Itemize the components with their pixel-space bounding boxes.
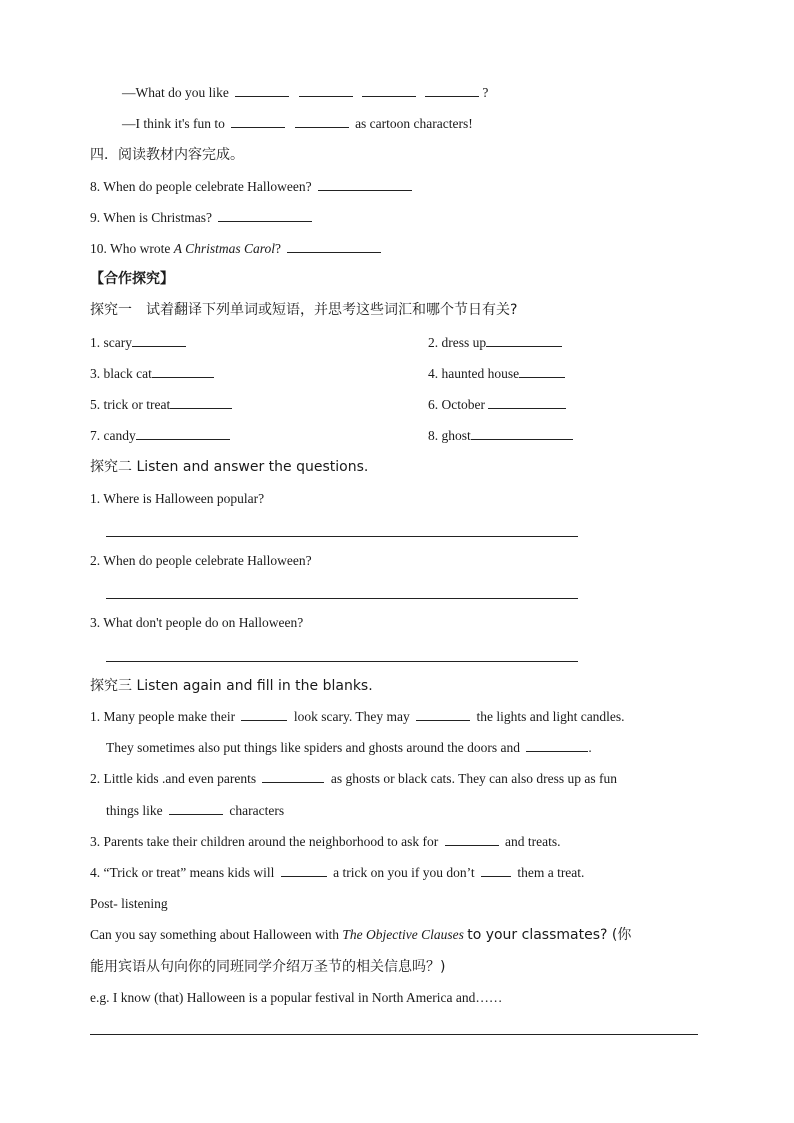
explore2-heading-text: 探究二 Listen and answer the questions. bbox=[90, 459, 369, 475]
vocab-word: 4. haunted house bbox=[428, 366, 520, 381]
vocab-item-8 bbox=[428, 427, 576, 445]
blank[interactable] bbox=[231, 115, 285, 128]
listening-question-2: 2. When do people celebrate Halloween? bbox=[90, 553, 312, 568]
reading-question-8 bbox=[90, 178, 415, 196]
answer-blank[interactable] bbox=[318, 178, 412, 191]
sentence-text: look scary. They may bbox=[293, 709, 410, 724]
blank[interactable] bbox=[362, 84, 416, 97]
vocab-item-2 bbox=[428, 334, 565, 352]
sentence-text: and treats. bbox=[505, 834, 561, 849]
fill-sentence-1 bbox=[90, 708, 625, 726]
answer-blank[interactable] bbox=[132, 334, 186, 347]
answer-blank[interactable] bbox=[287, 240, 381, 253]
sentence-text: them a treat. bbox=[517, 865, 585, 880]
fill-blank[interactable] bbox=[281, 864, 327, 877]
vocab-word: 5. trick or treat bbox=[90, 397, 171, 412]
sentence-text: things like bbox=[106, 803, 163, 818]
reading-question-10 bbox=[90, 240, 384, 258]
reading-question-9 bbox=[90, 209, 315, 227]
vocab-item-3 bbox=[90, 365, 217, 383]
explore3-heading-text: 探究三 Listen again and fill in the blanks. bbox=[90, 678, 373, 694]
fill-sentence-4 bbox=[90, 864, 584, 882]
vocab-item-7 bbox=[90, 427, 233, 445]
sentence-text: They sometimes also put things like spiders and ghosts around the doors and bbox=[106, 740, 520, 755]
prompt-text: to your classmates? (你 bbox=[467, 927, 632, 943]
vocab-item-1 bbox=[90, 334, 189, 352]
answer-blank[interactable] bbox=[486, 334, 562, 347]
fill-blank[interactable] bbox=[416, 708, 470, 721]
vocab-word: 3. black cat bbox=[90, 366, 152, 381]
section4-heading: 四．阅读教材内容完成。 bbox=[90, 147, 244, 163]
dialog-answer-end: as cartoon characters! bbox=[355, 116, 473, 131]
fill-blank[interactable] bbox=[241, 708, 287, 721]
vocab-word: 8. ghost bbox=[428, 428, 471, 443]
dialog-question-text: —What do you like bbox=[122, 85, 229, 100]
explore2-heading bbox=[90, 458, 368, 476]
answer-blank[interactable] bbox=[218, 209, 312, 222]
sentence-text: as ghosts or black cats. They can also dress up as fun bbox=[330, 771, 618, 786]
vocab-item-5 bbox=[90, 396, 235, 414]
blank[interactable] bbox=[299, 84, 353, 97]
fill-blank[interactable] bbox=[445, 833, 499, 846]
vocab-word: 1. scary bbox=[90, 335, 132, 350]
dialog-question bbox=[122, 84, 488, 102]
writing-line[interactable] bbox=[90, 1034, 698, 1035]
vocab-word: 7. candy bbox=[90, 428, 136, 443]
answer-line[interactable] bbox=[106, 661, 578, 662]
sentence-text: the lights and light candles. bbox=[476, 709, 625, 724]
fill-blank[interactable] bbox=[481, 864, 511, 877]
question-text: 9. When is Christmas? bbox=[90, 210, 212, 225]
period: . bbox=[588, 740, 592, 755]
sentence-text: 2. Little kids .and even parents bbox=[90, 771, 257, 786]
fill-blank[interactable] bbox=[169, 802, 223, 815]
vocab-word: 6. October bbox=[428, 397, 485, 412]
sentence-text: 1. Many people make their bbox=[90, 709, 236, 724]
answer-blank[interactable] bbox=[488, 396, 566, 409]
dialog-answer-text: —I think it's fun to bbox=[122, 116, 225, 131]
answer-blank[interactable] bbox=[170, 396, 232, 409]
answer-blank[interactable] bbox=[152, 365, 214, 378]
example-sentence: e.g. I know (that) Halloween is a popular festival in North America and…… bbox=[90, 990, 503, 1005]
question-text: 8. When do people celebrate Halloween? bbox=[90, 179, 312, 194]
answer-blank[interactable] bbox=[471, 427, 573, 440]
explore1-heading: 探究一 试着翻译下列单词或短语，并思考这些词汇和哪个节日有关? bbox=[90, 302, 518, 318]
answer-blank[interactable] bbox=[519, 365, 565, 378]
fill-sentence-2-cont bbox=[106, 802, 284, 820]
post-listening-heading: Post- listening bbox=[90, 896, 168, 911]
vocab-item-4 bbox=[428, 365, 568, 383]
vocab-word: 2. dress up bbox=[428, 335, 487, 350]
sentence-text: 3. Parents take their children around the neighborhood to ask for bbox=[90, 834, 439, 849]
fill-sentence-1-cont bbox=[106, 739, 592, 757]
fill-sentence-2 bbox=[90, 770, 617, 788]
fill-blank[interactable] bbox=[526, 739, 588, 752]
question-mark: ? bbox=[482, 85, 489, 100]
listening-question-3: 3. What don't people do on Halloween? bbox=[90, 615, 304, 630]
answer-blank[interactable] bbox=[136, 427, 230, 440]
book-title: A Christmas Carol bbox=[173, 241, 276, 256]
question-mark: ? bbox=[275, 241, 282, 256]
answer-line[interactable] bbox=[106, 598, 578, 599]
fill-blank[interactable] bbox=[262, 770, 324, 783]
blank[interactable] bbox=[425, 84, 479, 97]
sentence-text: a trick on you if you don’t bbox=[333, 865, 475, 880]
answer-line[interactable] bbox=[106, 536, 578, 537]
dialog-answer bbox=[122, 115, 473, 133]
listening-question-1: 1. Where is Halloween popular? bbox=[90, 491, 265, 506]
blank[interactable] bbox=[235, 84, 289, 97]
post-listening-prompt-cn: 能用宾语从句向你的同班同学介绍万圣节的相关信息吗？) bbox=[90, 959, 446, 975]
sentence-text: characters bbox=[229, 803, 285, 818]
blank[interactable] bbox=[295, 115, 349, 128]
prompt-italic: The Objective Clauses bbox=[342, 927, 464, 942]
explore3-heading bbox=[90, 677, 373, 695]
prompt-text: Can you say something about Halloween with bbox=[90, 927, 339, 942]
coop-heading: 【合作探究】 bbox=[90, 271, 174, 287]
question-text: 10. Who wrote bbox=[90, 241, 171, 256]
vocab-item-6 bbox=[428, 396, 569, 414]
sentence-text: 4. “Trick or treat” means kids will bbox=[90, 865, 275, 880]
fill-sentence-3 bbox=[90, 833, 561, 851]
post-listening-prompt bbox=[90, 926, 631, 944]
